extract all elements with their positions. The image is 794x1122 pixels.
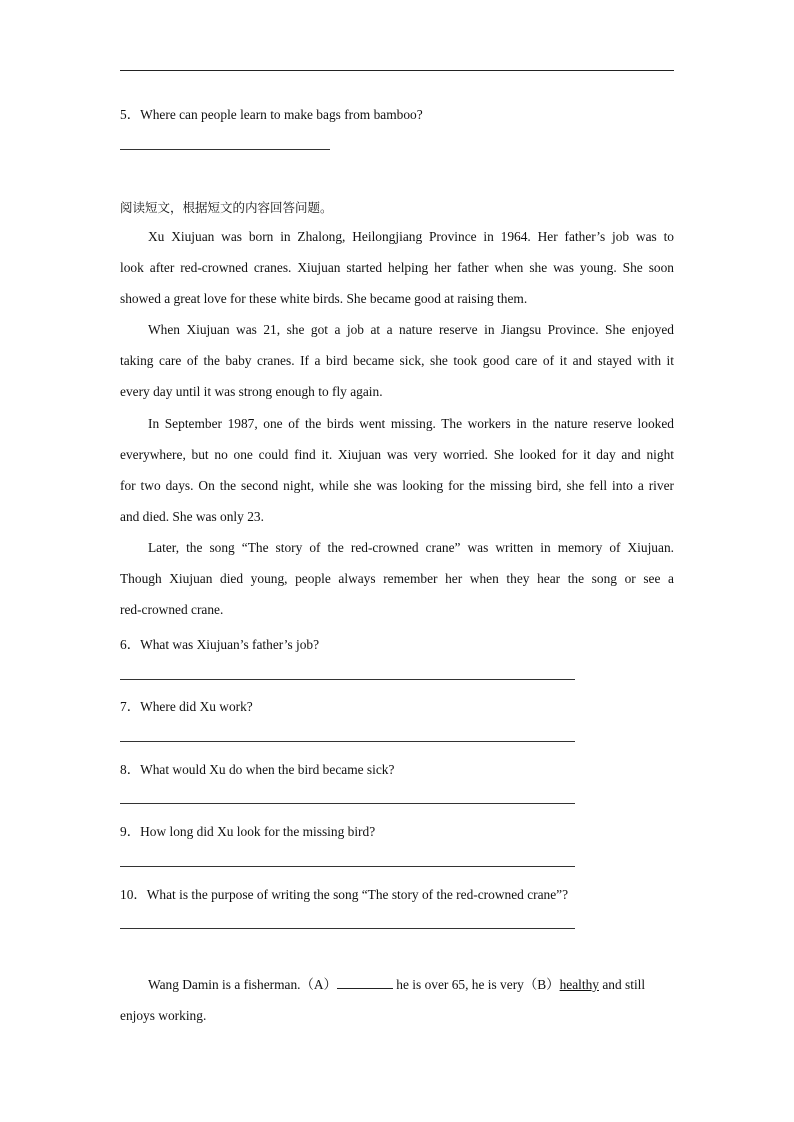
answer-line-5[interactable] (120, 149, 330, 150)
question-9: 9．How long did Xu look for the missing bird? (120, 824, 376, 839)
passage-line: red-crowned crane. (120, 602, 224, 617)
answer-line-6[interactable] (120, 679, 575, 680)
next-passage-text: Wang Damin is a fisherman.（A） (148, 977, 337, 992)
answer-line-7[interactable] (120, 741, 575, 742)
answer-line-8[interactable] (120, 803, 575, 804)
passage-line: and died. She was only 23. (120, 509, 264, 524)
passage-line: Later, the song “The story of the red-crowned crane” was written in memory of Xiujuan. (148, 540, 674, 555)
passage-line: In September 1987, one of the birds went missing. The workers in the nature reserve looked (148, 416, 674, 431)
blank-a[interactable] (337, 976, 393, 989)
passage-line: Xu Xiujuan was born in Zhalong, Heilongjiang Province in 1964. Her father’s job was to (148, 229, 674, 244)
passage-line: Though Xiujuan died young, people always remember her when they hear the song or see a (120, 571, 674, 586)
passage-line: showed a great love for these white birds. She became good at raising them. (120, 291, 528, 306)
next-passage-text: and still (599, 977, 646, 992)
question-8: 8．What would Xu do when the bird became sick? (120, 762, 395, 777)
next-passage-text: he is over 65, he is very（B） (392, 977, 560, 992)
passage-line: look after red-crowned cranes. Xiujuan started helping her father when she was young. She soon (120, 260, 674, 275)
next-passage-line-2: enjoys working. (120, 1008, 207, 1023)
question-5: 5．Where can people learn to make bags from bamboo? (120, 107, 423, 122)
next-passage-line-1 (148, 969, 645, 1000)
answer-line-10[interactable] (120, 928, 575, 929)
passage-line: taking care of the baby cranes. If a bird became sick, she took good care of it and stayed with it (120, 353, 674, 368)
passage-line: every day until it was strong enough to fly again. (120, 384, 383, 399)
underlined-word: healthy (559, 977, 599, 992)
passage-line: When Xiujuan was 21, she got a job at a nature reserve in Jiangsu Province. She enjoyed (148, 322, 674, 337)
passage-line: everywhere, but no one could find it. Xiujuan was very worried. She looked for it day and night (120, 447, 674, 462)
reading-instruction: 阅读短文，根据短文的内容回答问题。 (120, 200, 333, 215)
question-7: 7．Where did Xu work? (120, 699, 253, 714)
header-rule (120, 70, 674, 71)
passage-line: for two days. On the second night, while she was looking for the missing bird, she fell into a river (120, 478, 674, 493)
question-10: 10．What is the purpose of writing the song “The story of the red-crowned crane”? (120, 887, 569, 902)
answer-line-9[interactable] (120, 866, 575, 867)
question-6: 6．What was Xiujuan’s father’s job? (120, 637, 320, 652)
